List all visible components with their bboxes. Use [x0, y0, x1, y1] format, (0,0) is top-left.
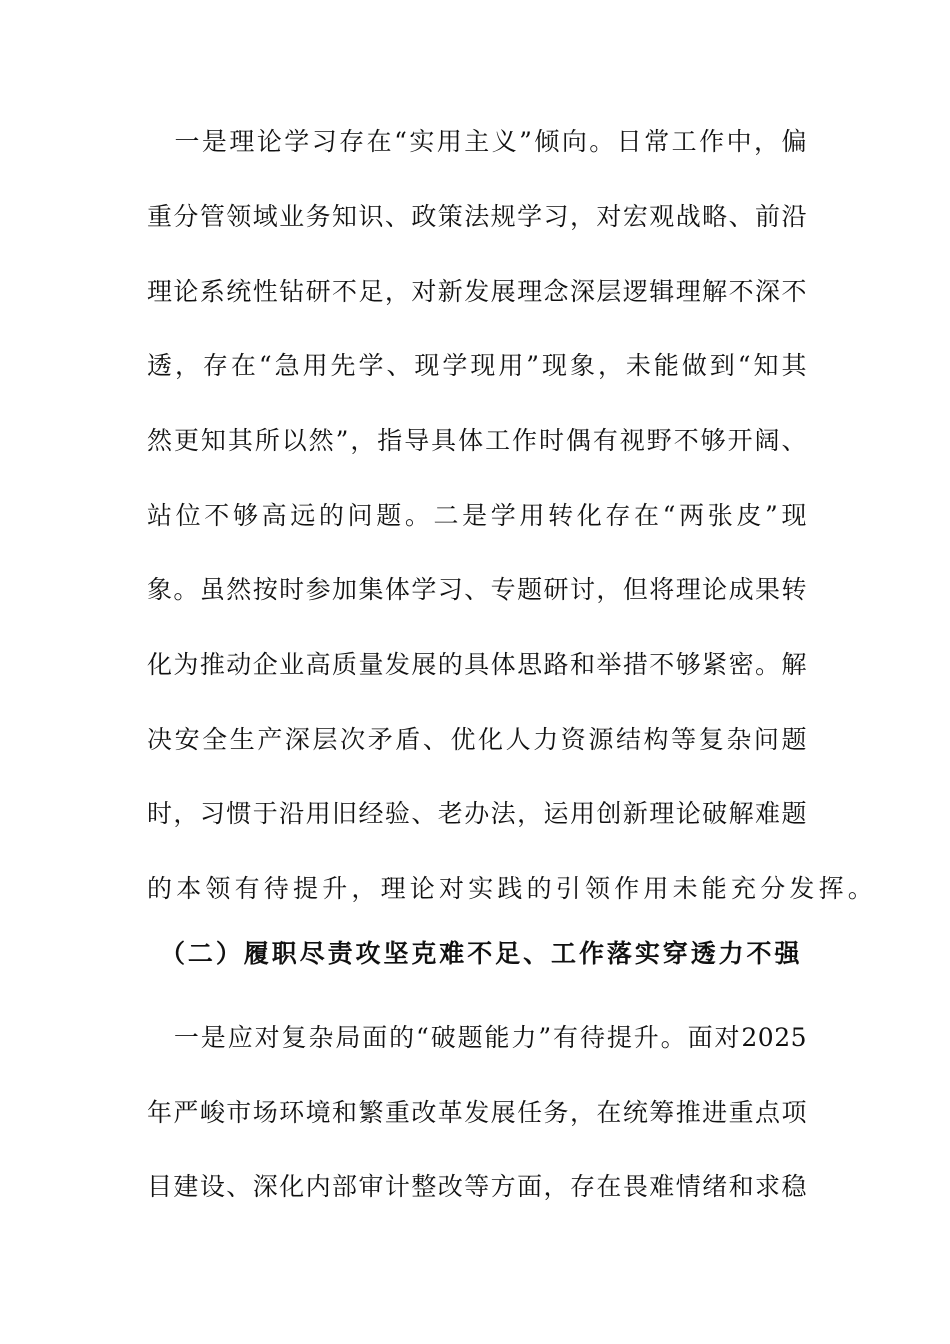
paragraph-line: 的本领有待提升，理论对实践的引领作用未能充分发挥。	[147, 874, 878, 903]
paragraph-line: 目建设、深化内部审计整改等方面，存在畏难情绪和求稳	[147, 1172, 807, 1201]
paragraph-line: 然更知其所以然”，指导具体工作时偶有视野不够开阔、	[147, 426, 807, 455]
paragraph-line: 时，习惯于沿用旧经验、老办法，运用创新理论破解难题	[147, 799, 807, 828]
paragraph-line: 透，存在“急用先学、现学现用”现象，未能做到“知其	[147, 351, 807, 380]
paragraph-line: 重分管领域业务知识、政策法规学习，对宏观战略、前沿	[147, 202, 807, 231]
paragraph-line: 站位不够高远的问题。二是学用转化存在“两张皮”现	[147, 501, 807, 530]
paragraph-line: 理论系统性钻研不足，对新发展理念深层逻辑理解不深不	[147, 277, 807, 306]
paragraph-line: 决安全生产深层次矛盾、优化人力资源结构等复杂问题	[147, 725, 807, 754]
paragraph-line: 一是理论学习存在“实用主义”倾向。日常工作中，偏	[147, 127, 807, 156]
paragraph-line: 象。虽然按时参加集体学习、专题研讨，但将理论成果转	[147, 575, 807, 604]
paragraph-line: 一是应对复杂局面的“破题能力”有待提升。面对2025	[147, 1023, 807, 1052]
section-heading: （二）履职尽责攻坚克难不足、工作落实穿透力不强	[160, 939, 800, 968]
paragraph-line: 年严峻市场环境和繁重改革发展任务，在统筹推进重点项	[147, 1098, 807, 1127]
paragraph-line: 化为推动企业高质量发展的具体思路和举措不够紧密。解	[147, 650, 807, 679]
